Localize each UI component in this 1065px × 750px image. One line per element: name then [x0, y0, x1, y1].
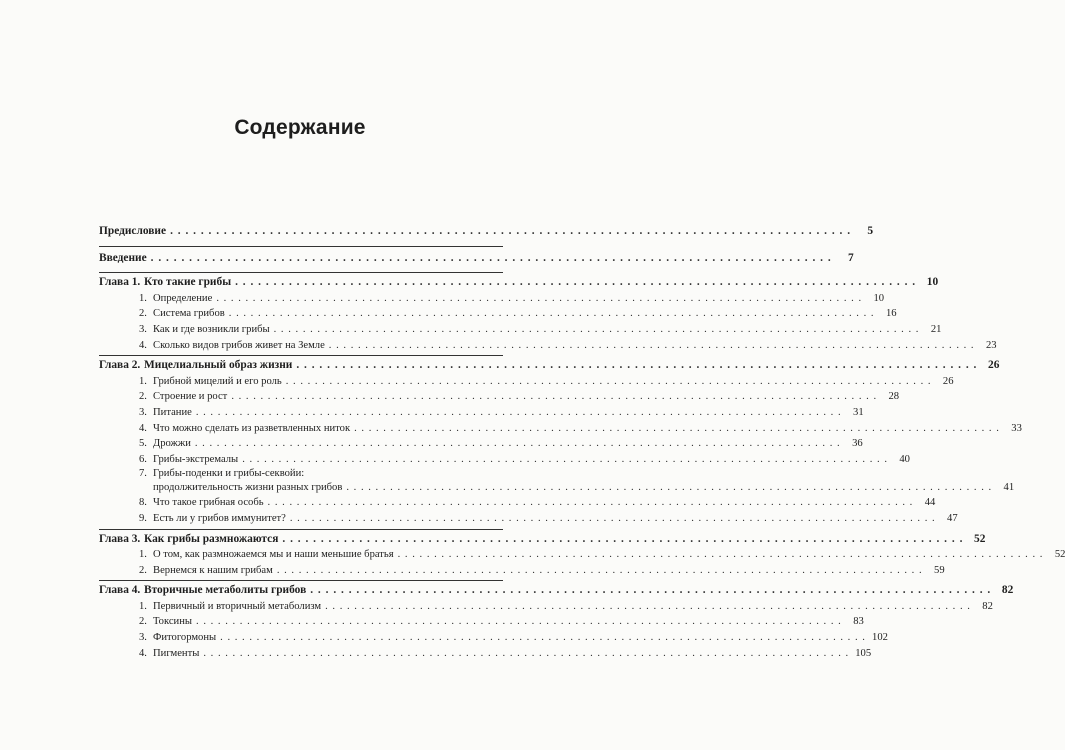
- item-page: 44: [924, 497, 936, 509]
- leader-dots: [268, 495, 914, 511]
- item-number: 3.: [139, 632, 147, 644]
- toc-entry-label: Предисловие: [99, 225, 167, 237]
- item-label: Дрожжи: [153, 438, 191, 450]
- chapter-page: 26: [988, 359, 1000, 372]
- leader-dots: [290, 511, 936, 527]
- leader-dots: [354, 421, 1000, 437]
- item-number: 2.: [139, 564, 147, 576]
- item-label-line-2-row: [153, 481, 1014, 495]
- item-label: Что такое грибная особь: [153, 497, 264, 509]
- toc-entry-page: 7: [848, 251, 854, 264]
- chapter-heading[interactable]: [99, 356, 1000, 374]
- toc-entry-label: Введение: [99, 251, 147, 264]
- toc-chapter-2: [99, 355, 1022, 528]
- toc-item[interactable]: [99, 374, 954, 390]
- item-label: Определение: [153, 292, 213, 304]
- item-label: Первичный и вторичный метаболизм: [153, 600, 322, 612]
- toc-item[interactable]: [99, 389, 900, 405]
- chapter-prefix: Глава 3.: [99, 532, 141, 545]
- toc-section-preface: [99, 224, 874, 246]
- toc-item[interactable]: [99, 291, 885, 307]
- chapter-title: Кто такие грибы: [144, 276, 232, 289]
- item-page: 16: [885, 308, 897, 320]
- toc-item[interactable]: [99, 467, 1015, 495]
- chapter-title: Вторичные метаболиты грибов: [144, 584, 307, 597]
- item-number: 2.: [139, 308, 147, 320]
- item-number: 1.: [139, 375, 147, 387]
- item-page: 105: [855, 647, 872, 659]
- item-number: 6.: [139, 453, 147, 465]
- item-page: 59: [934, 564, 945, 576]
- chapter-page: 10: [926, 276, 939, 289]
- item-page: 36: [852, 438, 863, 450]
- leader-dots: [277, 563, 923, 579]
- toc-item[interactable]: [99, 421, 1022, 437]
- chapter-prefix: Глава 1.: [99, 276, 141, 289]
- toc-item[interactable]: [99, 436, 863, 452]
- toc-item[interactable]: [99, 630, 888, 646]
- item-label-line-2: продолжительность жизни разных грибов: [153, 482, 343, 494]
- item-page: 41: [1003, 482, 1015, 494]
- leader-dots: [229, 306, 875, 322]
- item-page: 52: [1054, 549, 1065, 561]
- item-label: Есть ли у грибов иммунитет?: [153, 512, 286, 524]
- toc-item[interactable]: [99, 646, 872, 662]
- item-number: 1.: [139, 292, 147, 304]
- toc-item[interactable]: [99, 563, 945, 579]
- item-page: 47: [947, 512, 958, 524]
- toc-item[interactable]: [99, 405, 864, 421]
- item-number: 4.: [139, 339, 147, 351]
- leader-dots: [274, 322, 920, 338]
- item-label: Токсины: [153, 616, 193, 628]
- item-label: Как и где возникли грибы: [153, 323, 270, 335]
- item-number: 3.: [139, 323, 147, 335]
- toc-chapter-4: [99, 580, 1014, 661]
- leader-dots: [231, 389, 877, 405]
- chapter-prefix: Глава 4.: [99, 584, 141, 597]
- item-page: 83: [853, 616, 864, 628]
- toc-item[interactable]: [99, 322, 942, 338]
- item-label: Питание: [153, 406, 192, 418]
- leader-dots: [203, 646, 849, 662]
- toc-item[interactable]: [99, 599, 993, 615]
- item-page: 21: [930, 323, 942, 335]
- toc-item[interactable]: [99, 306, 897, 322]
- item-number: 8.: [139, 497, 147, 509]
- toc-item[interactable]: [99, 495, 936, 511]
- toc-entry-page: 5: [867, 225, 874, 237]
- item-label-line-1: Грибы-поденки и грибы-секвойи:: [153, 468, 305, 480]
- item-number: 1.: [139, 600, 147, 612]
- item-label: Грибы-экстремалы: [153, 453, 239, 465]
- chapter-heading[interactable]: [99, 581, 1014, 599]
- toc-item[interactable]: [99, 511, 958, 527]
- item-number: 9.: [139, 512, 147, 524]
- item-number: 1.: [139, 549, 147, 561]
- page-title: Содержание: [234, 116, 366, 139]
- item-page: 26: [942, 375, 954, 387]
- leader-dots: [220, 630, 866, 646]
- chapter-heading[interactable]: [99, 530, 986, 548]
- leader-dots: [196, 405, 842, 421]
- item-page: 40: [899, 453, 910, 465]
- item-label: Вернемся к нашим грибам: [153, 564, 273, 576]
- item-page: 28: [888, 391, 900, 403]
- chapter-page: 52: [974, 532, 986, 545]
- toc-item[interactable]: [99, 338, 997, 354]
- item-number: 4.: [139, 422, 147, 434]
- toc-entry-intro[interactable]: [99, 247, 854, 267]
- chapter-title: Как грибы размножаются: [144, 532, 279, 545]
- toc-item[interactable]: [99, 614, 864, 630]
- leader-dots: [196, 614, 842, 630]
- toc-item[interactable]: [99, 452, 910, 468]
- toc-entry-preface[interactable]: [99, 224, 874, 240]
- item-page: 31: [853, 406, 864, 418]
- leader-dots: [325, 599, 971, 615]
- leader-dots: [286, 374, 932, 390]
- chapter-prefix: Глава 2.: [99, 359, 141, 372]
- item-number: 3.: [139, 406, 147, 418]
- item-page: 10: [873, 292, 885, 304]
- item-label: Что можно сделать из разветвленных ниток: [153, 422, 351, 434]
- item-page: 23: [985, 339, 997, 351]
- item-label: Система грибов: [153, 308, 225, 320]
- leader-dots: [310, 583, 991, 599]
- leader-dots: [195, 436, 841, 452]
- leader-dots: [329, 338, 975, 354]
- item-label: Фитогормоны: [153, 632, 217, 644]
- leader-dots: [346, 481, 992, 495]
- item-page: 102: [872, 632, 888, 644]
- item-page: 82: [982, 600, 993, 612]
- item-label: О том, как размножаемся мы и наши меньшие братья: [153, 549, 394, 561]
- leader-dots: [242, 452, 888, 468]
- table-of-contents: [99, 224, 1065, 661]
- chapter-heading[interactable]: [99, 273, 939, 291]
- item-number: 7.: [139, 468, 147, 480]
- item-label: Грибной мицелий и его роль: [153, 375, 282, 387]
- item-label: Сколько видов грибов живет на Земле: [153, 339, 325, 351]
- toc-item[interactable]: [99, 547, 1065, 563]
- leader-dots: [216, 291, 862, 307]
- leader-dots: [296, 358, 977, 374]
- item-number: 5.: [139, 438, 147, 450]
- item-label-multiline: [153, 467, 1014, 495]
- leader-dots: [282, 532, 963, 548]
- item-number: 4.: [139, 647, 147, 659]
- item-label: Пигменты: [153, 647, 200, 659]
- leader-dots: [235, 275, 916, 291]
- chapter-title: Мицелиальный образ жизни: [144, 359, 293, 372]
- toc-chapter-3: [99, 529, 1065, 581]
- item-number: 2.: [139, 616, 147, 628]
- chapter-page: 82: [1001, 584, 1014, 597]
- item-number: 2.: [139, 391, 147, 403]
- toc-section-intro: [99, 246, 854, 273]
- item-label: Строение и рост: [153, 391, 228, 403]
- toc-chapter-1: [99, 272, 997, 355]
- item-page: 33: [1011, 422, 1022, 434]
- leader-dots: [170, 224, 851, 240]
- leader-dots: [398, 547, 1044, 563]
- leader-dots: [151, 251, 832, 267]
